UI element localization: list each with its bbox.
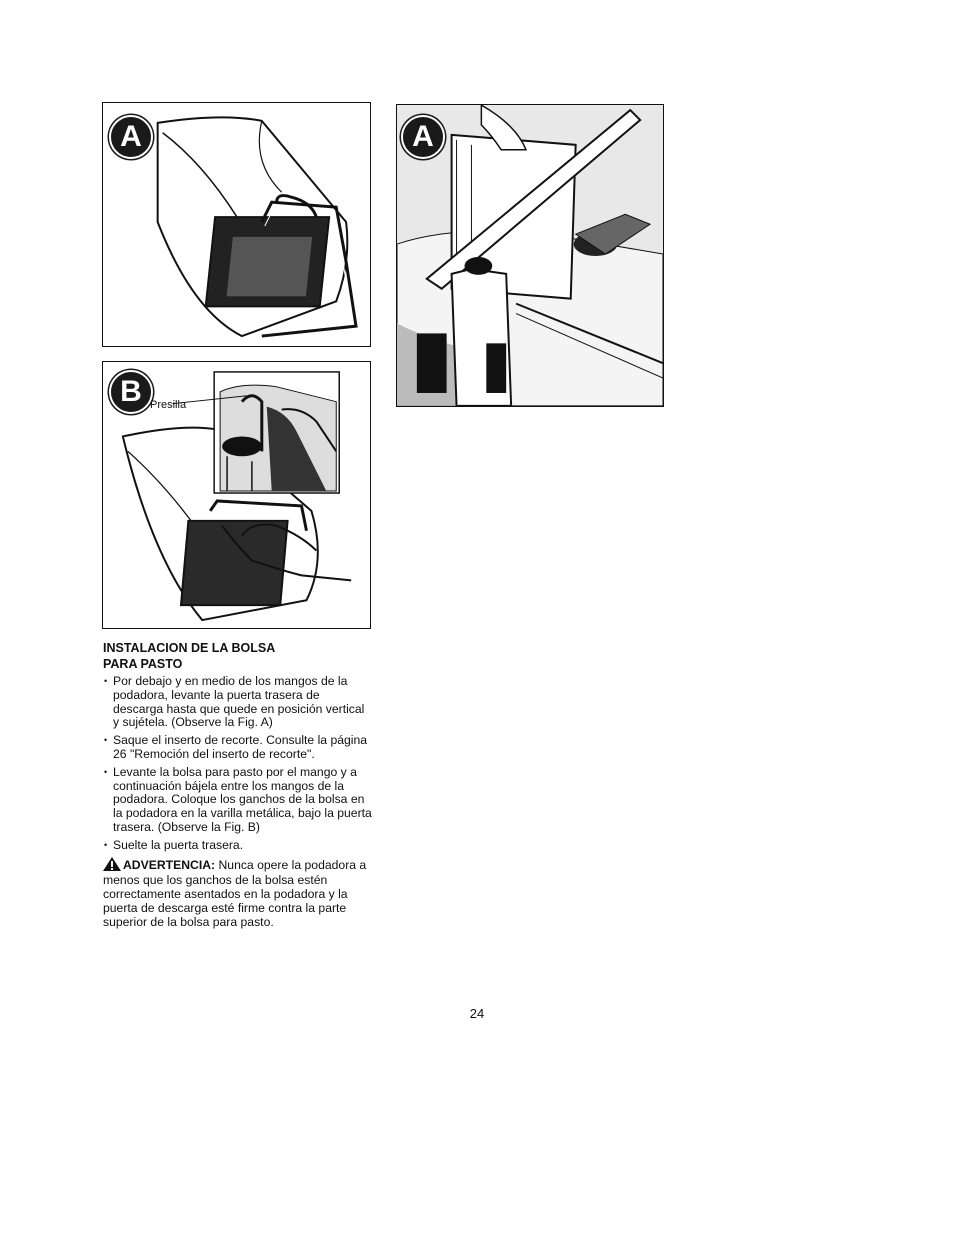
figure-badge-b: B	[109, 370, 153, 414]
instruction-list	[103, 675, 373, 853]
heading-line-2: PARA PASTO	[103, 657, 183, 671]
warning-text: Nunca opere la podadora a menos que los ganchos de la bolsa estén correctamente asentados en la podadora y la puerta de descarga esté firme contra la parte superior de la bolsa para pasto.	[103, 857, 367, 929]
list-item: • Suelte la puerta trasera.	[103, 839, 373, 853]
section-heading	[103, 640, 373, 672]
list-item: • Por debajo y en medio de los mangos de la podadora, levante la puerta trasera de descarga hasta que quede en posición vertical y sujétela. (Observe la Fig. A)	[103, 675, 373, 730]
figure-a-bag	[102, 102, 371, 347]
warning-triangle-icon	[103, 857, 121, 875]
page-number: 24	[469, 1006, 485, 1021]
warning-label: ADVERTENCIA:	[123, 857, 216, 872]
instructions-section	[103, 640, 373, 930]
warning-notice	[103, 857, 373, 930]
figure-badge-a: A	[401, 115, 445, 159]
heading-line-1: INSTALACION DE LA BOLSA	[103, 641, 276, 655]
callout-presilla: Presilla	[150, 399, 187, 411]
list-item: • Saque el inserto de recorte. Consulte la página 26 "Remoción del inserto de recorte".	[103, 734, 373, 762]
figure-a-discharge-door	[396, 104, 664, 407]
figure-badge-a: A	[109, 115, 153, 159]
list-item: • Levante la bolsa para pasto por el mango y a continuación bájela entre los mangos de la podadora. Coloque los ganchos de la bolsa en la podadora en la varilla metálica, bajo la puerta trasera. (Observe la Fig. B)	[103, 766, 373, 835]
figure-b-bag-hooks	[102, 361, 371, 629]
